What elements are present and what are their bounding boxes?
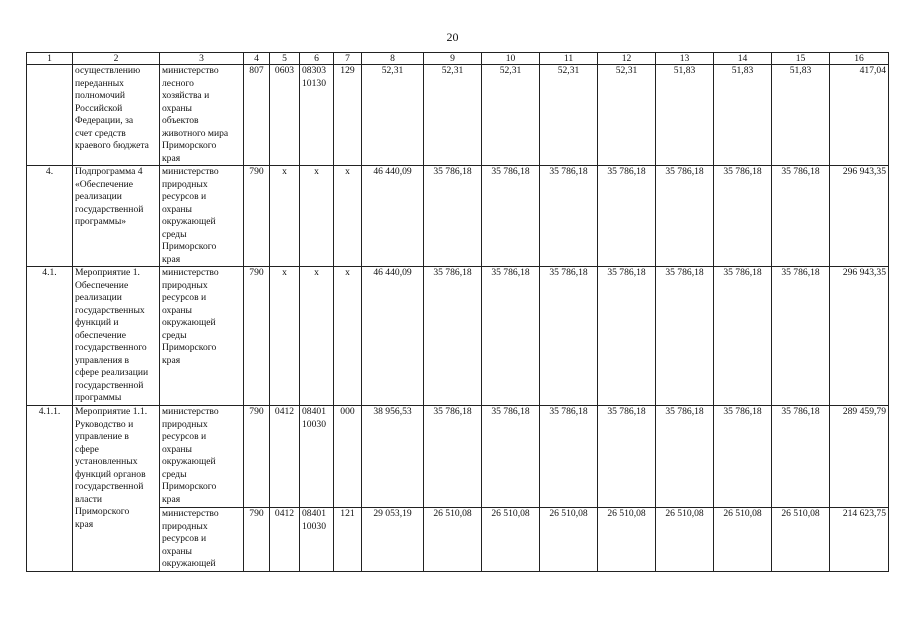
cell-col12: 35 786,18 xyxy=(598,267,656,406)
cell-col7: х xyxy=(334,267,362,406)
row-number: 4. xyxy=(27,166,73,267)
cell-col10: 52,31 xyxy=(482,65,540,166)
cell-col7: 000 xyxy=(334,406,362,508)
cell-col6: 08401 10030 xyxy=(300,508,334,572)
cell-col13: 51,83 xyxy=(656,65,714,166)
cell-col10: 26 510,08 xyxy=(482,508,540,572)
table-row xyxy=(27,166,889,267)
cell-col16: 417,04 xyxy=(830,65,889,166)
cell-col14: 35 786,18 xyxy=(714,406,772,508)
table-row xyxy=(27,267,889,406)
cell-col5: 0412 xyxy=(270,406,300,508)
column-header: 16 xyxy=(830,53,889,65)
cell-col12: 35 786,18 xyxy=(598,406,656,508)
cell-col7: 129 xyxy=(334,65,362,166)
cell-col4: 790 xyxy=(244,166,270,267)
cell-col8: 52,31 xyxy=(362,65,424,166)
cell-col9: 35 786,18 xyxy=(424,406,482,508)
cell-col11: 26 510,08 xyxy=(540,508,598,572)
cell-col9: 35 786,18 xyxy=(424,267,482,406)
cell-col14: 26 510,08 xyxy=(714,508,772,572)
cell-col15: 35 786,18 xyxy=(772,166,830,267)
cell-col6: х xyxy=(300,166,334,267)
cell-col12: 35 786,18 xyxy=(598,166,656,267)
cell-col9: 35 786,18 xyxy=(424,166,482,267)
row-number: 4.1.1. xyxy=(27,406,73,572)
row-name: Мероприятие 1.1. Руководство и управление в сфере установленных функций органов государственной власти Приморского края xyxy=(73,406,160,572)
cell-col15: 26 510,08 xyxy=(772,508,830,572)
table-row xyxy=(27,406,889,508)
cell-col10: 35 786,18 xyxy=(482,267,540,406)
cell-col12: 52,31 xyxy=(598,65,656,166)
row-number xyxy=(27,65,73,166)
cell-col6: 08401 10030 xyxy=(300,406,334,508)
cell-col13: 35 786,18 xyxy=(656,406,714,508)
column-header: 12 xyxy=(598,53,656,65)
cell-col10: 35 786,18 xyxy=(482,406,540,508)
cell-col4: 807 xyxy=(244,65,270,166)
column-header: 9 xyxy=(424,53,482,65)
cell-col16: 289 459,79 xyxy=(830,406,889,508)
column-header: 10 xyxy=(482,53,540,65)
row-agency: министерство природных ресурсов и охраны окружающей xyxy=(160,508,244,572)
cell-col15: 35 786,18 xyxy=(772,267,830,406)
cell-col14: 35 786,18 xyxy=(714,166,772,267)
cell-col7: х xyxy=(334,166,362,267)
cell-col11: 35 786,18 xyxy=(540,166,598,267)
cell-col11: 52,31 xyxy=(540,65,598,166)
row-agency: министерство природных ресурсов и охраны окружающей среды Приморского края xyxy=(160,406,244,508)
cell-col15: 35 786,18 xyxy=(772,406,830,508)
cell-col5: 0412 xyxy=(270,508,300,572)
cell-col11: 35 786,18 xyxy=(540,267,598,406)
page-number: 20 xyxy=(446,30,459,44)
budget-table xyxy=(26,52,889,572)
cell-col5: 0603 xyxy=(270,65,300,166)
cell-col8: 46 440,09 xyxy=(362,166,424,267)
cell-col14: 51,83 xyxy=(714,65,772,166)
cell-col5: х xyxy=(270,166,300,267)
cell-col8: 38 956,53 xyxy=(362,406,424,508)
column-header: 15 xyxy=(772,53,830,65)
row-agency: министерство природных ресурсов и охраны окружающей среды Приморского края xyxy=(160,267,244,406)
cell-col13: 26 510,08 xyxy=(656,508,714,572)
row-agency: министерство лесного хозяйства и охраны объектов животного мира Приморского края xyxy=(160,65,244,166)
cell-col16: 296 943,35 xyxy=(830,166,889,267)
cell-col13: 35 786,18 xyxy=(656,166,714,267)
column-header: 14 xyxy=(714,53,772,65)
column-header: 4 xyxy=(244,53,270,65)
cell-col13: 35 786,18 xyxy=(656,267,714,406)
cell-col8: 46 440,09 xyxy=(362,267,424,406)
cell-col4: 790 xyxy=(244,508,270,572)
column-header: 11 xyxy=(540,53,598,65)
cell-col10: 35 786,18 xyxy=(482,166,540,267)
column-header: 1 xyxy=(27,53,73,65)
column-header: 6 xyxy=(300,53,334,65)
cell-col8: 29 053,19 xyxy=(362,508,424,572)
cell-col11: 35 786,18 xyxy=(540,406,598,508)
cell-col4: 790 xyxy=(244,406,270,508)
column-header: 8 xyxy=(362,53,424,65)
column-header: 2 xyxy=(73,53,160,65)
row-name: Мероприятие 1. Обеспечение реализации государственных функций и обеспечение государственного управления в сфере реализации государственной программы xyxy=(73,267,160,406)
cell-col9: 52,31 xyxy=(424,65,482,166)
cell-col7: 121 xyxy=(334,508,362,572)
cell-col9: 26 510,08 xyxy=(424,508,482,572)
cell-col4: 790 xyxy=(244,267,270,406)
header-row xyxy=(27,53,889,65)
cell-col5: х xyxy=(270,267,300,406)
cell-col15: 51,83 xyxy=(772,65,830,166)
cell-col16: 214 623,75 xyxy=(830,508,889,572)
cell-col16: 296 943,35 xyxy=(830,267,889,406)
column-header: 3 xyxy=(160,53,244,65)
column-header: 7 xyxy=(334,53,362,65)
cell-col14: 35 786,18 xyxy=(714,267,772,406)
table-row xyxy=(27,65,889,166)
column-header: 13 xyxy=(656,53,714,65)
row-agency: министерство природных ресурсов и охраны окружающей среды Приморского края xyxy=(160,166,244,267)
cell-col12: 26 510,08 xyxy=(598,508,656,572)
cell-col6: 08303 10130 xyxy=(300,65,334,166)
row-number: 4.1. xyxy=(27,267,73,406)
row-name: Подпрограмма 4 «Обеспечение реализации государственной программы» xyxy=(73,166,160,267)
cell-col6: х xyxy=(300,267,334,406)
row-name: осуществлению переданных полномочий Российской Федерации, за счет средств краевого бюджета xyxy=(73,65,160,166)
column-header: 5 xyxy=(270,53,300,65)
